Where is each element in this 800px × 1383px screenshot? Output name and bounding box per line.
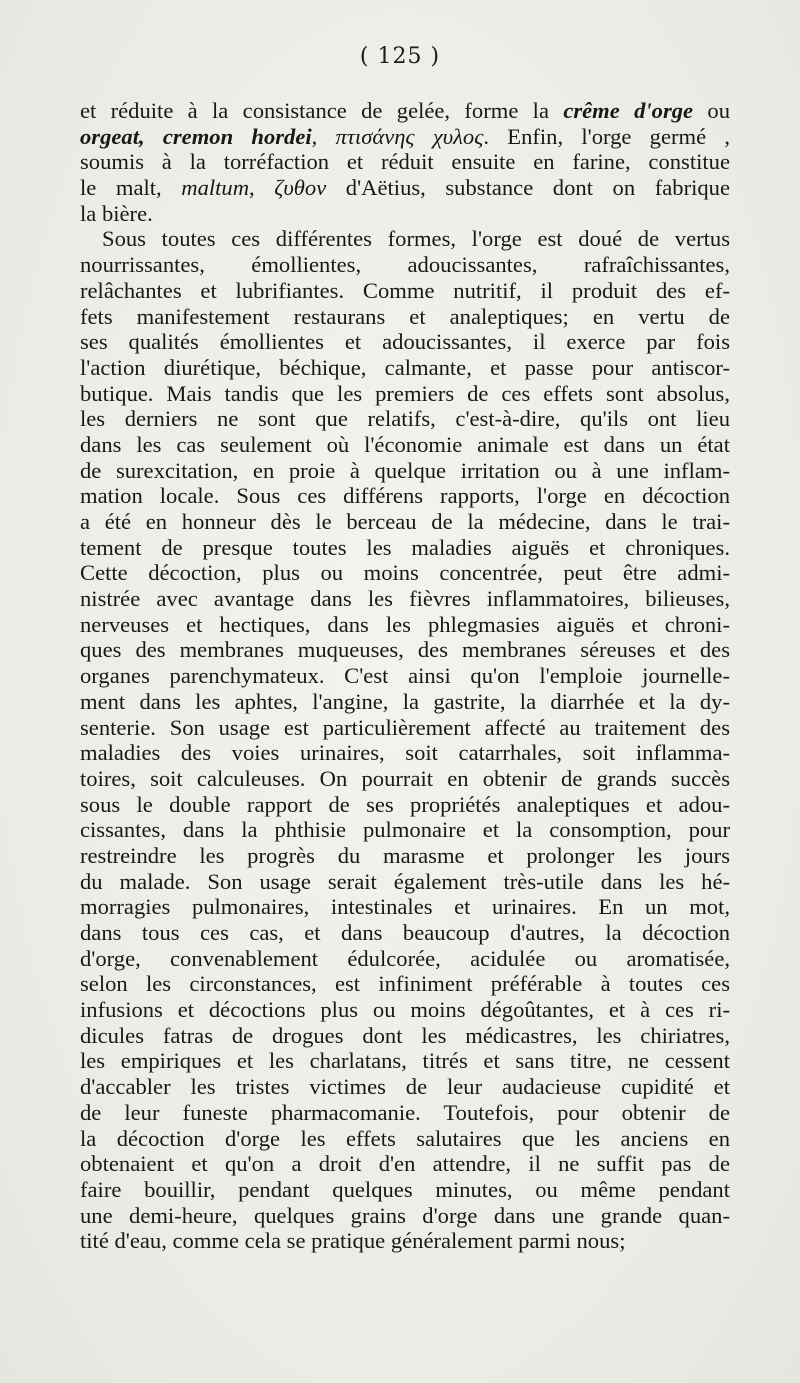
text-run: cissantes, dans la phthisie pulmonaire et la consomption, pour [80, 817, 730, 843]
text-line [80, 663, 730, 689]
text-run: soumis à la torréfaction et réduit ensuite en farine, constitue [80, 149, 730, 175]
text-run: toires, soit calculeuses. On pourrait en obtenir de grands succès [80, 765, 730, 791]
text-line [80, 458, 730, 484]
text-line [80, 1023, 730, 1049]
text-line [80, 586, 730, 612]
text-line [80, 509, 730, 535]
italic-term: ζυθον [274, 175, 327, 201]
text-run: le malt, [80, 175, 182, 201]
italic-term: maltum [181, 175, 250, 201]
text-line [80, 612, 730, 638]
text-line [80, 1203, 730, 1229]
text-run: selon les circonstances, est infiniment préférable à toutes ces [80, 971, 730, 997]
text-line [80, 278, 730, 304]
text-line [80, 355, 730, 381]
text-line [80, 432, 730, 458]
text-line [80, 304, 730, 330]
text-line [80, 124, 730, 150]
text-run: tité d'eau, comme cela se pratique généralement parmi nous; [80, 1228, 626, 1254]
text-run: tement de presque toutes les maladies aiguës et chroniques. [80, 534, 730, 560]
text-line [80, 406, 730, 432]
text-run: d'orge, convenablement édulcorée, acidulée ou aromatisée, [80, 945, 730, 971]
text-run: nourrissantes, émollientes, adoucissantes, rafraîchissantes, [80, 252, 730, 278]
text-line [80, 792, 730, 818]
text-run: dans les cas seulement où l'économie animale est dans un état [80, 431, 730, 457]
text-line [80, 1177, 730, 1203]
text-line [80, 1151, 730, 1177]
text-line [80, 201, 730, 227]
text-run: et réduite à la consistance de gelée, forme la [80, 98, 564, 123]
text-run: organes parenchymateux. C'est ainsi qu'on l'emploie journelle- [80, 663, 730, 689]
text-line [80, 869, 730, 895]
text-line [80, 971, 730, 997]
text-run: . Enfin, l'orge germé , [483, 123, 730, 149]
text-line [80, 894, 730, 920]
text-run: relâchantes et lubrifiantes. Comme nutritif, il produit des ef- [80, 277, 730, 303]
italic-term: πτισάνης χυλος [335, 123, 484, 149]
text-line [80, 637, 730, 663]
text-run: senterie. Son usage est particulièrement affecté au traitement des [80, 714, 730, 740]
text-run: ou [693, 98, 730, 123]
text-line [80, 560, 730, 586]
text-line [80, 483, 730, 509]
text-run: , [249, 175, 275, 201]
page-number: ( 125 ) [359, 44, 441, 69]
text-line [80, 226, 730, 252]
text-run: faire bouillir, pendant quelques minutes, ou même pendant [80, 1176, 730, 1202]
text-run: a été en honneur dès le berceau de la médecine, dans le trai- [80, 509, 730, 534]
text-line [80, 740, 730, 766]
text-run: maladies des voies urinaires, soit catarrhales, soit inflamma- [80, 740, 730, 766]
text-run: mation locale. Sous ces différens rapports, l'orge en décoction [80, 483, 730, 509]
text-line [80, 946, 730, 972]
text-run: du malade. Son usage serait également très-utile dans les hé- [80, 868, 730, 894]
text-run: ques des membranes muqueuses, des membranes séreuses et des [80, 637, 730, 663]
text-run: ment dans les aphtes, l'angine, la gastrite, la diarrhée et la dy- [80, 688, 730, 714]
text-line [80, 329, 730, 355]
text-line [80, 689, 730, 715]
text-run: dicules fatras de drogues dont les médicastres, les chiriatres, [80, 1022, 730, 1048]
text-run: nistrée avec avantage dans les fièvres inflammatoires, bilieuses, [80, 586, 730, 612]
emphasis-text: orgeat, cremon hordei [80, 123, 312, 149]
text-line [80, 1100, 730, 1126]
text-run: obtenaient et qu'on a droit d'en attendre, il ne suffit pas de [80, 1151, 730, 1177]
text-line [80, 98, 730, 124]
text-run: dans tous ces cas, et dans beaucoup d'autres, la décoction [80, 920, 730, 945]
text-line [80, 920, 730, 946]
text-line [80, 252, 730, 278]
text-run: une demi-heure, quelques grains d'orge dans une grande quan- [80, 1202, 730, 1228]
text-run: restreindre les progrès du marasme et prolonger les jours [80, 842, 730, 868]
emphasis-text: crême d'orge [563, 98, 694, 123]
text-run: d'Aëtius, substance dont on fabrique [326, 175, 730, 201]
text-run: fets manifestement restaurans et analeptiques; en vertu de [80, 303, 730, 329]
text-run: infusions et décoctions plus ou moins dégoûtantes, et à ces ri- [80, 997, 730, 1023]
text-line [80, 817, 730, 843]
text-line [80, 766, 730, 792]
text-run: Cette décoction, plus ou moins concentrée, peut être admi- [80, 560, 730, 586]
text-run: nerveuses et hectiques, dans les phlegmasies aiguës et chroni- [80, 611, 730, 637]
text-run: morragies pulmonaires, intestinales et urinaires. En un mot, [80, 894, 730, 920]
text-run: l'action diurétique, béchique, calmante, et passe pour antiscor- [80, 354, 730, 380]
text-line [80, 715, 730, 741]
text-run: de leur funeste pharmacomanie. Toutefois, pour obtenir de [80, 1099, 730, 1125]
text-run: d'accabler les tristes victimes de leur audacieuse cupidité et [80, 1074, 730, 1100]
text-run: de surexcitation, en proie à quelque irritation ou à une inflam- [80, 457, 730, 483]
text-run: ses qualités émollientes et adoucissantes, il exerce par fois [80, 329, 730, 355]
text-line [80, 149, 730, 175]
text-line [80, 535, 730, 561]
body-text [80, 98, 730, 1254]
text-line [80, 1126, 730, 1152]
text-line [80, 1074, 730, 1100]
text-run: Sous toutes ces différentes formes, l'orge est doué de vertus [102, 226, 730, 252]
text-run: , [311, 123, 336, 149]
text-run: les empiriques et les charlatans, titrés et sans titre, ne cessent [80, 1048, 730, 1074]
text-line [80, 843, 730, 869]
text-run: la décoction d'orge les effets salutaires que les anciens en [80, 1125, 730, 1151]
text-run: butique. Mais tandis que les premiers de ces effets sont absolus, [80, 380, 730, 406]
text-run: les derniers ne sont que relatifs, c'est-à-dire, qu'ils ont lieu [80, 406, 730, 432]
text-line [80, 381, 730, 407]
text-run: la bière. [80, 200, 153, 226]
text-line [80, 1228, 730, 1254]
text-run: sous le double rapport de ses propriétés analeptiques et adou- [80, 791, 730, 817]
text-line [80, 997, 730, 1023]
text-line [80, 1048, 730, 1074]
text-line [80, 175, 730, 201]
